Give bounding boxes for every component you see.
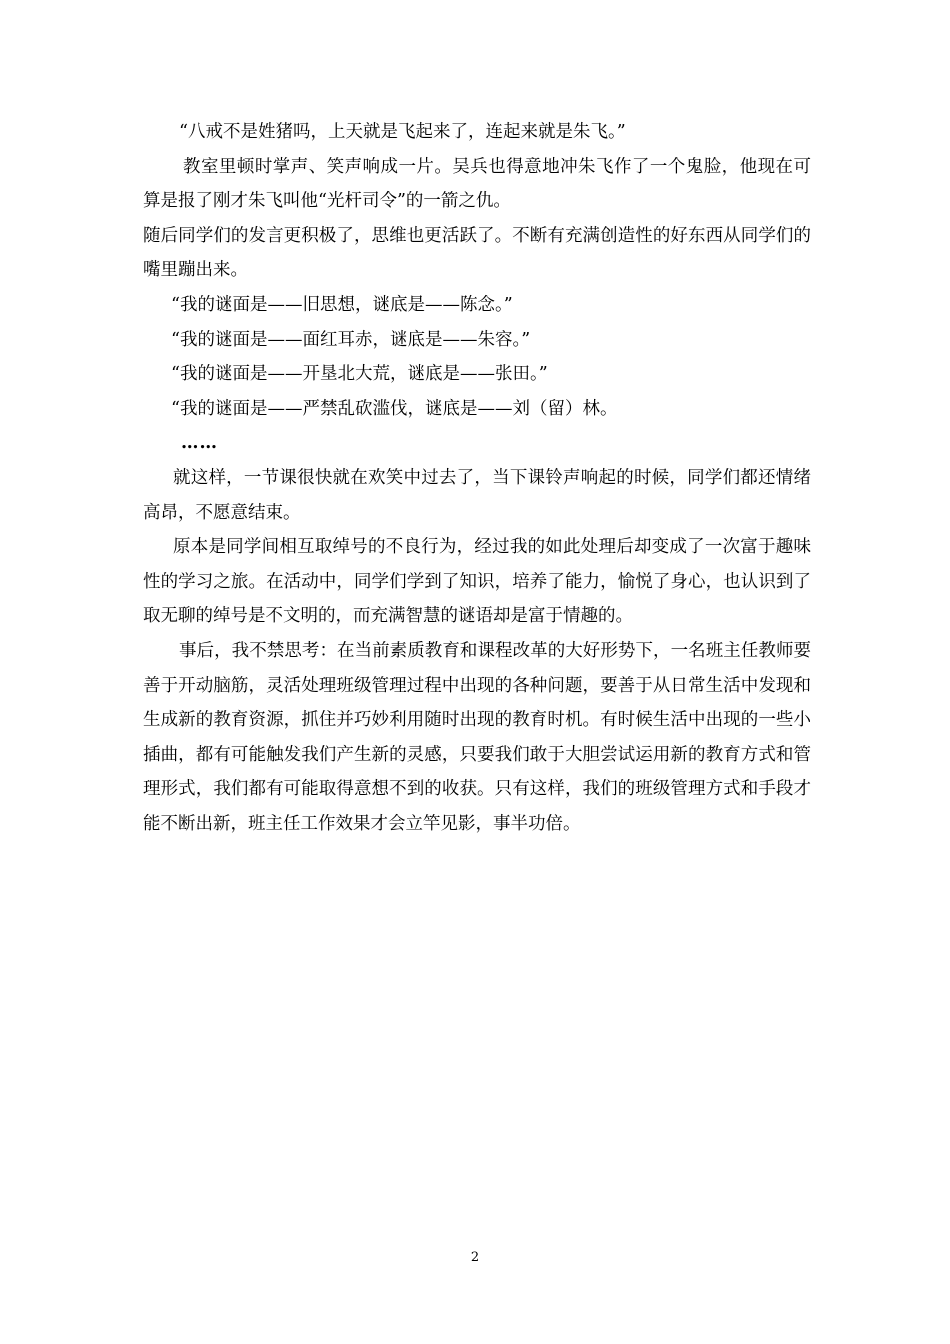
body-text — [143, 115, 811, 841]
paragraph-class-ends: 就这样，一节课很快就在欢笑中过去了，当下课铃声响起的时候，同学们都还情绪高昂，不愿意结束。 — [143, 467, 811, 523]
paragraph-active-discussion: 随后同学们的发言更积极了，思维也更活跃了。不断有充满创造性的好东西从同学们的嘴里蹦出来。 — [143, 225, 811, 281]
paragraph-reflection: 事后，我不禁思考：在当前素质教育和课程改革的大好形势下，一名班主任教师要善于开动脑筋，灵活处理班级管理过程中出现的各种问题，要善于从日常生活中发现和生成新的教育资源，抓住并巧妙利用随时出现的教育时机。有时候生活中出现的一些小插曲，都有可能触发我们产生新的灵感，只要我们敢于大胆尝试运用新的教育方式和管理形式，我们都有可能取得意想不到的收获。只有这样，我们的班级管理方式和手段才能不断出新，班主任工作效果才会立竿见影，事半功倍。 — [143, 640, 811, 834]
paragraph-bajie-quote: “八戒不是姓猪吗，上天就是飞起来了，连起来就是朱飞。” — [179, 122, 626, 142]
riddle-line-zhu-rong: “我的谜面是——面红耳赤，谜底是——朱容。” — [171, 329, 531, 350]
ellipsis-line: …… — [181, 433, 218, 454]
page-number: 2 — [470, 1250, 480, 1265]
riddle-line-liu-lin: “我的谜面是——严禁乱砍滥伐，谜底是——刘（留）林。 — [171, 398, 618, 419]
riddle-line-chen-nian: “我的谜面是——旧思想，谜底是——陈念。” — [171, 294, 513, 315]
paragraph-learning-journey: 原本是同学间相互取绰号的不良行为，经过我的如此处理后却变成了一次富于趣味性的学习之旅。在活动中，同学们学到了知识，培养了能力，愉悦了身心，也认识到了取无聊的绰号是不文明的，而充满智慧的谜语却是富于情趣的。 — [143, 537, 811, 627]
riddle-line-zhang-tian: “我的谜面是——开垦北大荒，谜底是——张田。” — [171, 364, 548, 385]
paragraph-classroom-applause: 教室里顿时掌声、笑声响成一片。吴兵也得意地冲朱飞作了一个鬼脸，他现在可算是报了刚才朱飞叫他“光杆司令”的一箭之仇。 — [143, 156, 811, 212]
